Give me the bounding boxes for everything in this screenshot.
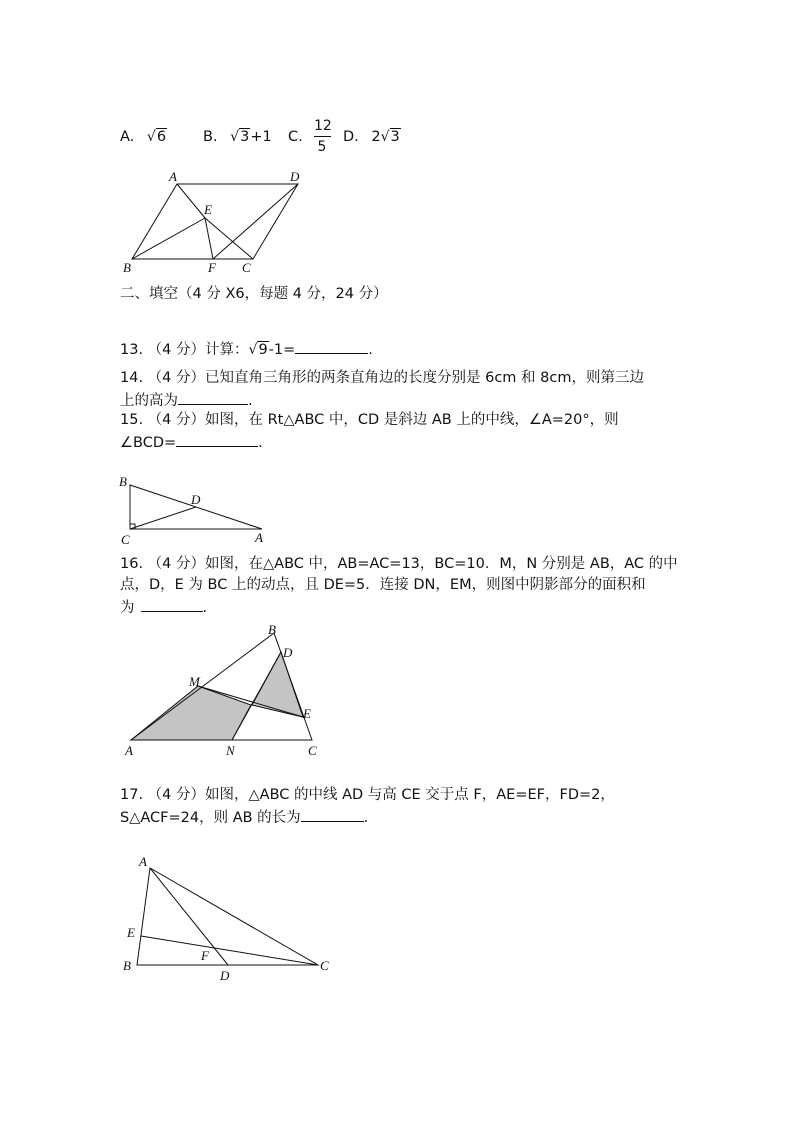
- label-a: A: [125, 743, 133, 758]
- option-a-value: √6: [146, 129, 167, 145]
- label-d: D: [283, 645, 293, 660]
- question-15-line2: ∠BCD= .: [120, 431, 263, 453]
- label-a: A: [139, 854, 147, 869]
- q13-text: 13. （4 分）计算：: [120, 342, 249, 358]
- q13-answer-blank[interactable]: [295, 338, 368, 354]
- shaded-region-right: [252, 652, 303, 717]
- shaded-region-left: [131, 686, 251, 740]
- option-b-label: B.: [203, 129, 218, 145]
- segment-be: [132, 218, 205, 259]
- option-d: [343, 127, 401, 147]
- label-e: E: [303, 706, 311, 721]
- option-b-value: √3+1: [230, 129, 272, 145]
- label-f: F: [201, 948, 209, 963]
- segment-cd: [130, 507, 196, 529]
- label-a: A: [255, 530, 263, 545]
- label-e: E: [127, 925, 135, 940]
- q14-answer-blank[interactable]: [178, 389, 248, 405]
- label-m: M: [189, 674, 200, 689]
- option-b: [203, 127, 272, 147]
- label-d: D: [290, 169, 300, 184]
- figure-median-altitude: [118, 850, 338, 985]
- question-14-line2: 上的高为 .: [120, 389, 253, 411]
- label-d: D: [220, 968, 230, 983]
- question-17-line2: S△ACF=24，则 AB 的长为 .: [120, 806, 368, 828]
- figure-shaded-triangle: [118, 620, 333, 760]
- option-a-label: A.: [120, 129, 135, 145]
- question-17-line1: 17. （4 分）如图，△ABC 的中线 AD 与高 CE 交于点 F，AE=EF，FD=2，: [120, 787, 615, 803]
- question-16-line3: 为 .: [120, 596, 207, 618]
- question-13: 13. （4 分）计算：√9-1= .: [120, 338, 373, 360]
- parallelogram-abcd: [132, 184, 298, 259]
- figure-parallelogram: [118, 166, 318, 278]
- q16-answer-blank[interactable]: [141, 596, 203, 612]
- label-b: B: [123, 260, 131, 275]
- option-c-numerator: 12: [314, 118, 332, 134]
- label-a: A: [169, 169, 177, 184]
- q12-options: [120, 127, 167, 147]
- label-c: C: [308, 743, 317, 758]
- segment-ad: [150, 868, 228, 965]
- question-16-line2: 点，D，E 为 BC 上的动点，且 DE=5．连接 DN，EM，则图中阴影部分的面积和: [120, 577, 646, 593]
- fraction-bar: [314, 136, 331, 137]
- segment-ce: [141, 936, 318, 965]
- option-d-label: D.: [343, 129, 359, 145]
- label-c: C: [320, 958, 329, 973]
- section-heading: 二、填空（4 分 X6，每题 4 分，24 分）: [120, 286, 388, 302]
- label-b: B: [119, 474, 127, 489]
- label-c: C: [121, 532, 130, 547]
- question-14-line1: 14. （4 分）已知直角三角形的两条直角边的长度分别是 6cm 和 8cm，则第三边: [120, 370, 644, 386]
- option-c-denominator: 5: [317, 139, 327, 155]
- label-b: B: [268, 622, 276, 637]
- label-e: E: [204, 202, 212, 217]
- question-15-line1: 15. （4 分）如图，在 Rt△ABC 中，CD 是斜边 AB 上的中线，∠A=20°，则: [120, 412, 619, 428]
- segment-fd: [213, 184, 298, 259]
- label-d: D: [191, 492, 201, 507]
- segment-ae: [177, 184, 205, 218]
- figure-right-triangle: [115, 474, 275, 548]
- q13-radicand: 9: [258, 342, 268, 358]
- q17-answer-blank[interactable]: [301, 806, 364, 822]
- option-d-value: 2√3: [371, 129, 400, 145]
- label-c: C: [242, 260, 251, 275]
- q15-answer-blank[interactable]: [176, 431, 258, 447]
- label-b: B: [123, 958, 131, 973]
- label-n: N: [226, 743, 235, 758]
- option-c-label: C.: [288, 129, 303, 145]
- label-f: F: [208, 260, 216, 275]
- question-16-line1: 16. （4 分）如图，在△ABC 中，AB=AC=13，BC=10．M，N 分别是 AB，AC 的中: [120, 556, 678, 572]
